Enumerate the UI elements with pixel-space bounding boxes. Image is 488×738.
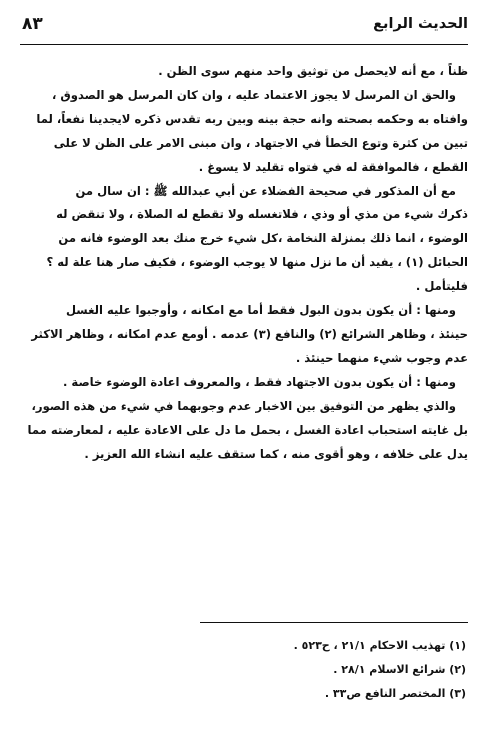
footnote: (٢) شرائع الاسلام ٢٨/١ . bbox=[333, 663, 466, 676]
text-line: عدم وجوب شيء منهما حينئذ . bbox=[295, 350, 468, 365]
text-line: ذكرك شيء من مذي أو وذي ، فلاتغسله ولا تقطع له الصلاة ، ولا تنقض له bbox=[56, 207, 468, 222]
text-line: والذي يظهر من التوفيق بين الاخبار عدم وجوبهما في شيء من هذه الصور، bbox=[31, 398, 456, 413]
page-header bbox=[22, 14, 468, 40]
page-number: ٨٣ bbox=[22, 14, 43, 34]
footnotes bbox=[150, 634, 466, 706]
text-line: تبين من كثرة وتوع الخطأ في الاجتهاد ، وان مبنى الامر على الظن لا على bbox=[53, 135, 468, 150]
text-line: القطع ، فالموافقة له في فتواه تقليد لا يسوغ . bbox=[198, 159, 468, 174]
text-line: يدل على خلافه ، وهو أقوى منه ، كما ستقف عليه انشاء الله العزيز . bbox=[84, 446, 468, 461]
footnote: (١) تهذيب الاحكام ٢١/١ ، ح٥٢٣ . bbox=[293, 639, 466, 652]
running-title: الحديث الرابع bbox=[373, 16, 468, 32]
text-line: مع أن المذكور في صحيحة الفضلاء عن أبي عبدالله ﷺ : ان سال من bbox=[75, 183, 456, 198]
text-line: والحق ان المرسل لا يجوز الاعتماد عليه ، وان كان المرسل هو الصدوق ، bbox=[51, 87, 456, 102]
text-line: فليتأمل . bbox=[415, 279, 468, 294]
text-line: حينئذ ، وظاهر الشرائع (٢) والنافع (٣) عدمه . أومع عدم امكانه ، وظاهر الاكثر bbox=[31, 326, 468, 341]
footnote: (٣) المختصر النافع ص٣٣ . bbox=[324, 687, 466, 700]
text-line: وافتاه به وحكمه بصحته وانه حجة بينه وبين ربه تقدس ذكره لايجدينا نفعاً، لما bbox=[36, 111, 468, 126]
text-line: ومنها : أن يكون بدون الاجتهاد فقط ، والمعروف اعادة الوضوء خاصة . bbox=[62, 374, 456, 389]
main-text bbox=[22, 60, 468, 466]
header-rule bbox=[20, 44, 468, 45]
text-line: الحبائل (١) ، يفيد أن ما نزل منها لا يوجب الوضوء ، فكيف صار هنا علة له ؟ bbox=[46, 255, 468, 270]
text-line: ومنها : أن يكون بدون البول فقط أما مع امكانه ، وأوجبوا عليه الغسل bbox=[65, 303, 456, 318]
footnote-separator bbox=[200, 622, 468, 623]
text-line: ظناً ، مع أنه لايحصل من توثيق واحد منهم سوى الظن . bbox=[158, 64, 468, 78]
text-line: بل غايته استحباب اعادة الغسل ، بحمل ما دل على الاعادة عليه ، لمعارضته مما bbox=[27, 422, 468, 437]
text-line: الوضوء ، انما ذلك بمنزلة النخامة ،كل شيء خرج منك بعد الوضوء فانه من bbox=[58, 231, 468, 246]
